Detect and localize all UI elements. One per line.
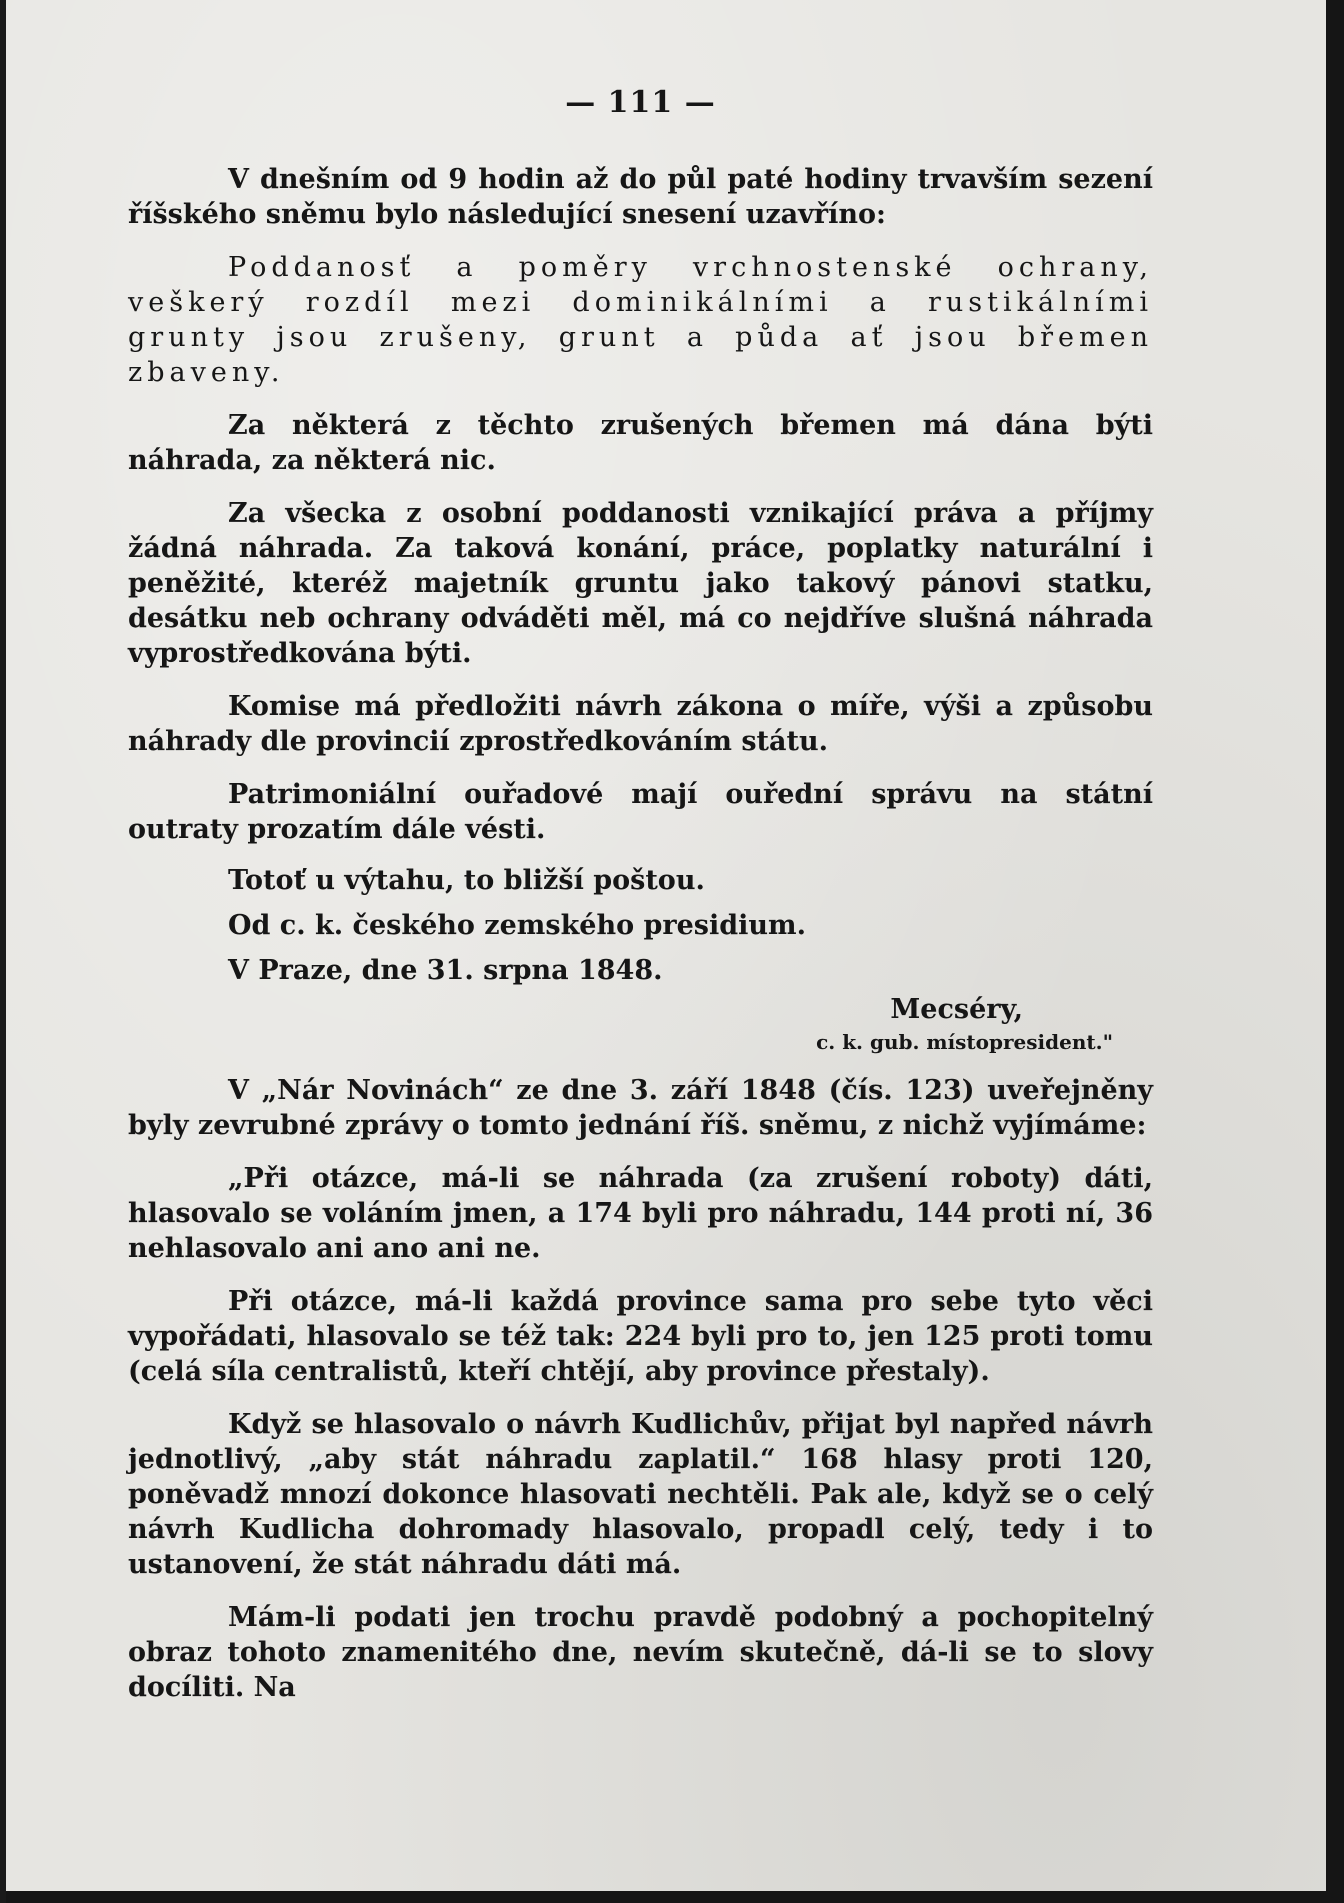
paragraph-closing: Mám-li podati jen trochu pravdě podobný a pochopitelný obraz tohoto znamenitého dne, nevím skutečně, dá-li se to slovy docíliti. Na — [128, 1602, 1153, 1703]
signature-name: Mecséry, — [890, 994, 1023, 1025]
paragraph-presidium: Od c. k. českého zemského presidium. — [228, 910, 806, 941]
signature-title: c. k. gub. místopresident." — [816, 1030, 1113, 1054]
paragraph-compensation-some: Za některá z těchto zrušených břemen má dána býti náhrada, za některá nic. — [128, 410, 1153, 476]
paragraph-commission: Komise má předložiti návrh zákona o míře, výši a způsobu náhrady dle provincií zprostředkováním státu. — [128, 691, 1153, 757]
paragraph-patrimonial-offices: Patrimoniální ouřadové mají ouřední správu na státní outraty prozatím dále vésti. — [128, 779, 1153, 845]
page-number: — 111 — — [565, 85, 716, 120]
paragraph-newspaper-intro: V „Nár Novinách“ ze dne 3. září 1848 (čís. 123) uveřejněny byly zevrubné zprávy o tomto jednání říš. sněmu, z nichž vyjímáme: — [128, 1075, 1153, 1141]
paragraph-resolution-intro: V dnešním od 9 hodin až do půl paté hodiny trvavším sezení říšského sněmu bylo následující snesení uzavříno: — [128, 164, 1153, 230]
paragraph-kudlich-proposal: Když se hlasovalo o návrh Kudlichův, přijat byl napřed návrh jednotlivý, „aby stát náhradu zaplatil.“ 168 hlasy proti 120, poněvadž mnozí dokonce hlasovati nechtěli. Pak ale, když se o celý návrh Kudlicha dohromady hlasovalo, propadl celý, tedy i to ustanovení, že stát náhradu dáti má. — [128, 1409, 1153, 1580]
scan-edge — [0, 0, 6, 1903]
page-text — [128, 85, 1153, 1705]
paragraph-abolition: Poddanosť a poměry vrchnostenské ochrany, veškerý rozdíl mezi dominikálními a rustikálními grunty jsou zrušeny, grunt a půda ať jsou břemen zbaveny. — [128, 252, 1153, 388]
paragraph-vote-compensation: „Při otázce, má-li se náhrada (za zrušení roboty) dáti, hlasovalo se voláním jmen, a 174 byli pro náhradu, 144 proti ní, 36 nehlasovalo ani ano ani ne. — [128, 1163, 1153, 1264]
paragraph-vote-provinces: Při otázce, má-li každá province sama pro sebe tyto věci vypořádati, hlasovalo se též tak: 224 byli pro to, jen 125 proti tomu (celá síla centralistů, kteří chtějí, aby province přestaly). — [128, 1286, 1153, 1387]
paragraph-excerpt-note: Totoť u výtahu, to bližší poštou. — [228, 865, 705, 896]
paragraph-date-place: V Praze, dne 31. srpna 1848. — [228, 955, 663, 986]
paragraph-personal-rights: Za všecka z osobní poddanosti vznikající práva a příjmy žádná náhrada. Za taková konání, práce, poplatky naturální i peněžité, kteréž majetník gruntu jako takový pánovi statku, desátku neb ochrany odváděti měl, má co nejdříve slušná náhrada vyprostředkována býti. — [128, 498, 1153, 669]
